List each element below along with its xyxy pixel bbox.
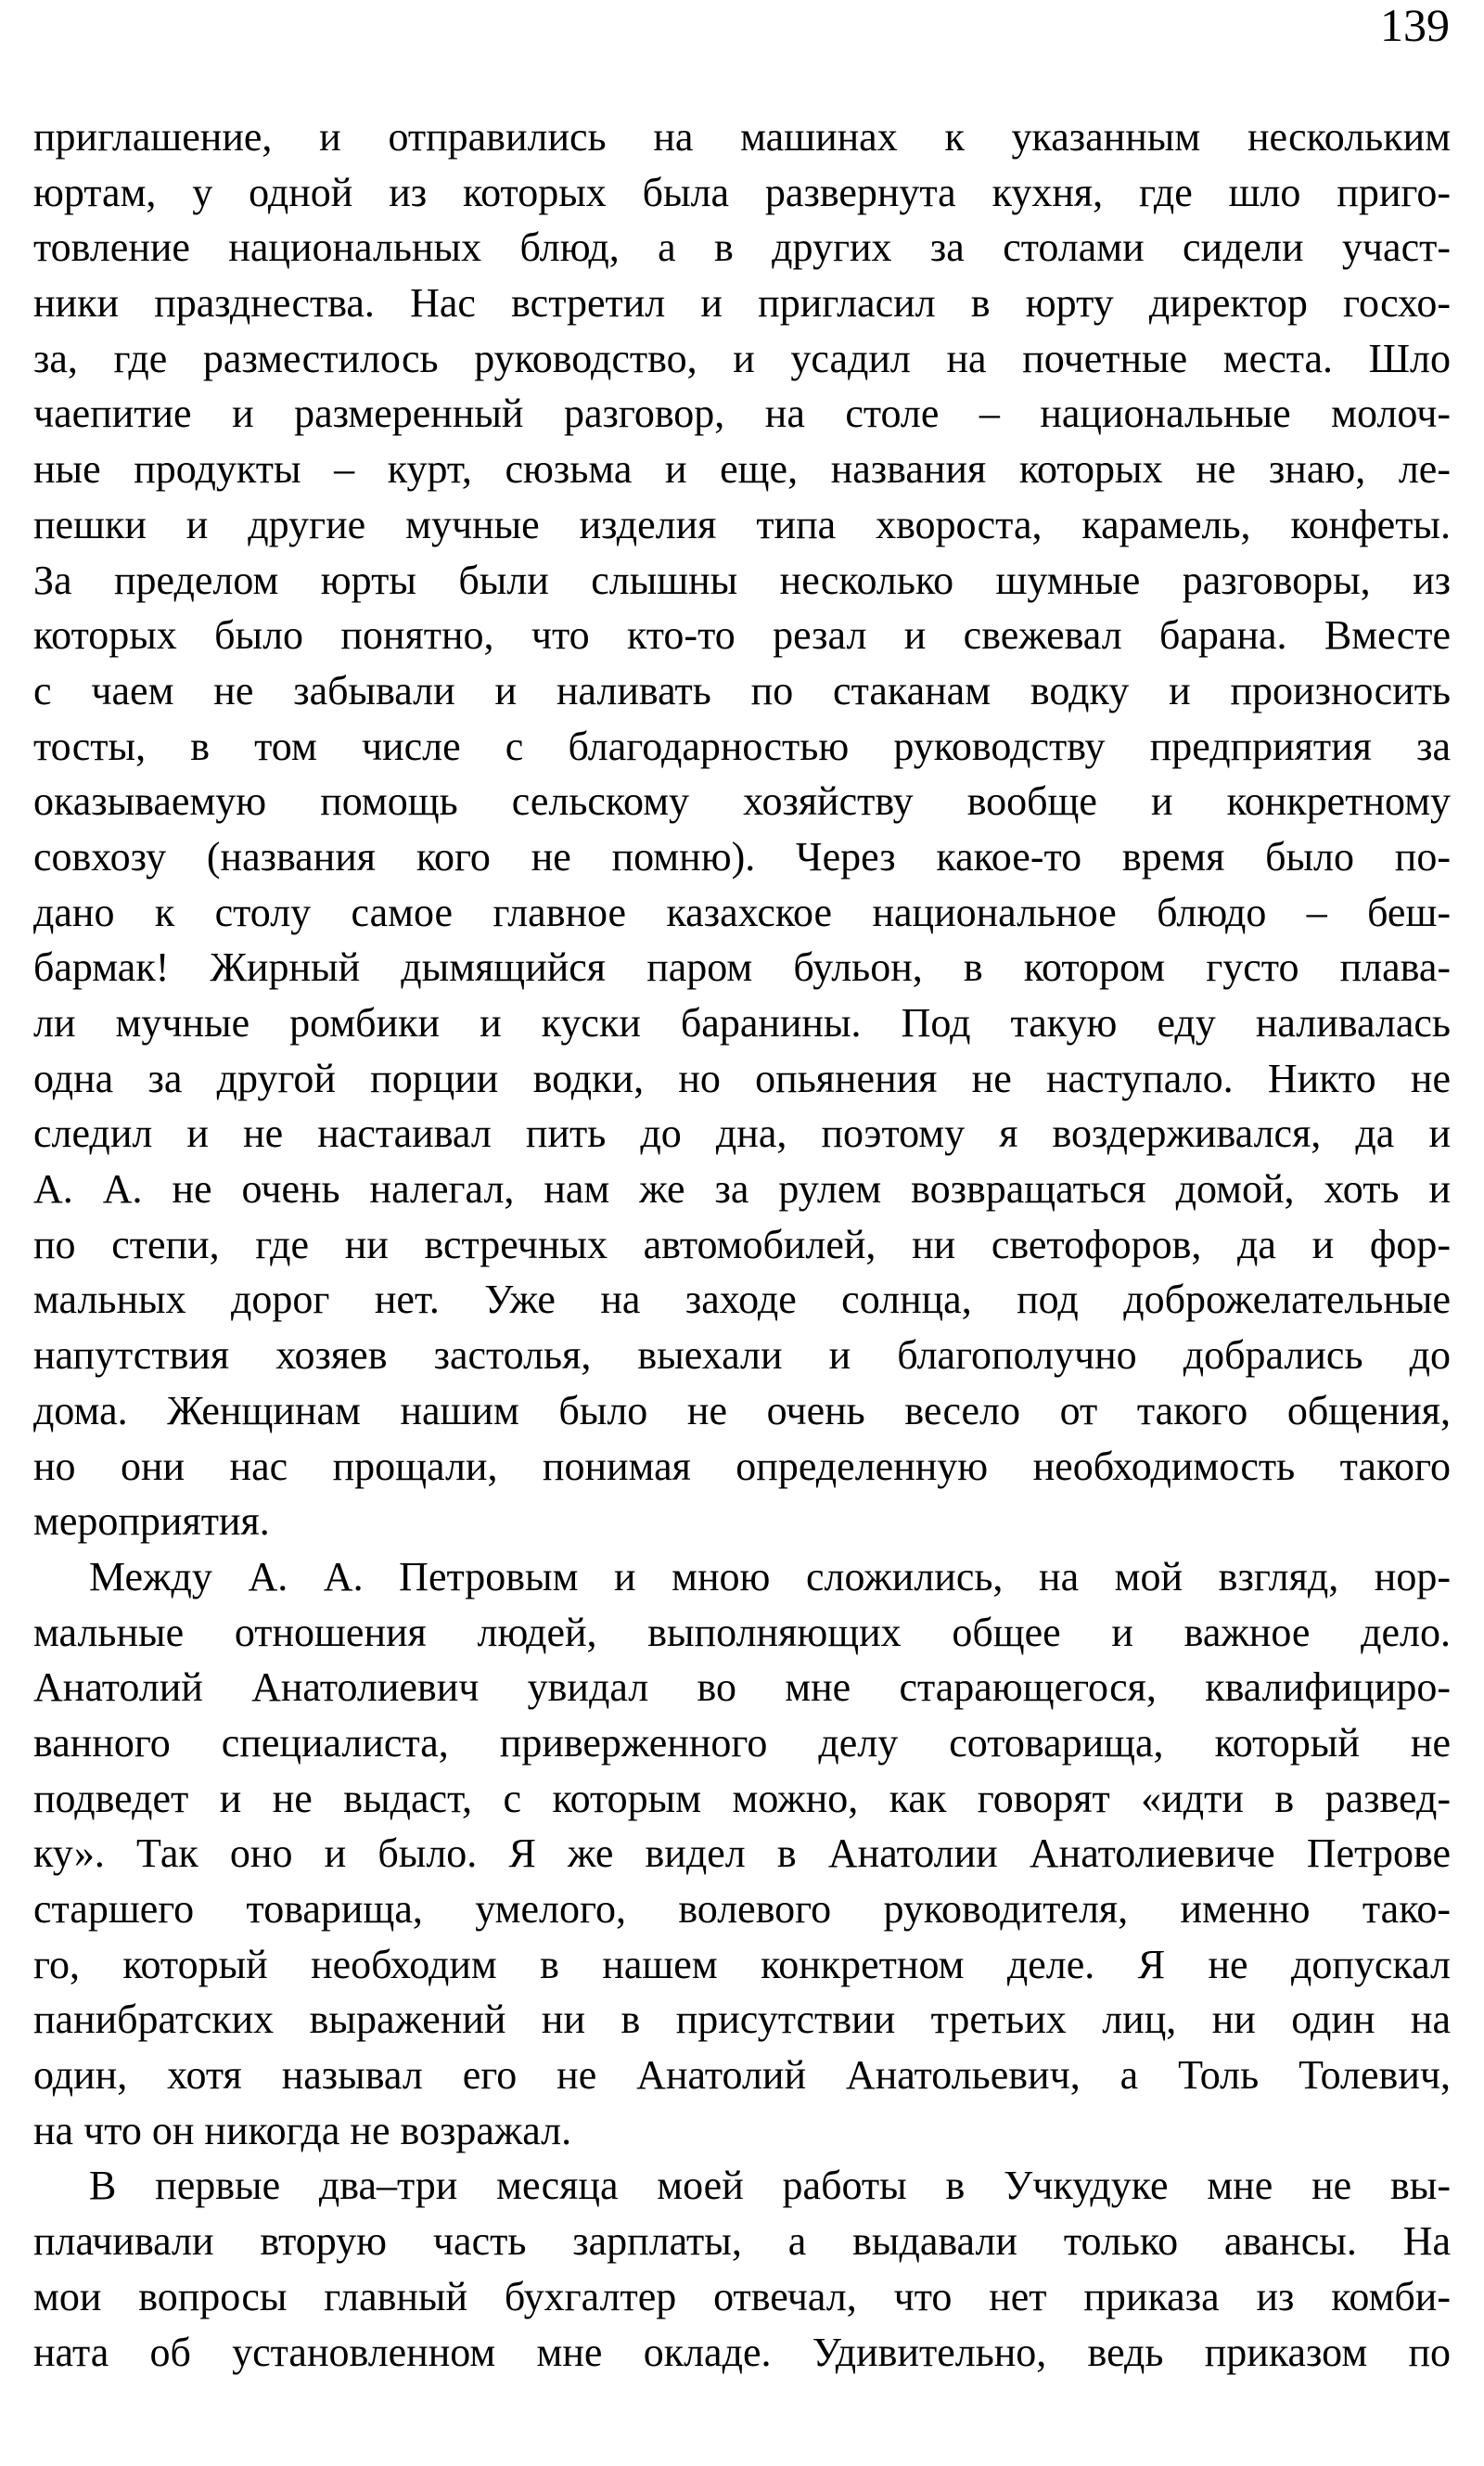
paragraph-2	[33, 1549, 1451, 2159]
text-line: по степи, где ни встречных автомобилей, ни светофоров, да и фор-	[33, 1221, 1451, 1267]
text-line: мероприятия.	[33, 1498, 270, 1545]
text-line: которых было понятно, что кто-то резал и свежевал барана. Вместе	[33, 612, 1451, 659]
text-line: ванного специалиста, приверженного делу сотоварища, который не	[33, 1719, 1451, 1766]
text-line: ники празднества. Нас встретил и пригласил в юрту директор госхо-	[33, 280, 1451, 327]
text-line: ли мучные ромбики и куски баранины. Под такую еду наливалась	[33, 1000, 1451, 1046]
text-line: одна за другой порции водки, но опьянения не наступало. Никто не	[33, 1055, 1451, 1101]
text-line: но они нас прощали, понимая определенную необходимость такого	[33, 1443, 1451, 1489]
text-line: чаепитие и размеренный разговор, на столе – национальные молоч-	[33, 391, 1451, 437]
text-line: тосты, в том числе с благодарностью руководству предприятия за	[33, 723, 1451, 769]
text-line: ные продукты – курт, сюзьма и еще, названия которых не знаю, ле-	[33, 446, 1451, 493]
text-line: Между А. А. Петровым и мною сложились, на мой взгляд, нор-	[89, 1553, 1451, 1599]
page-text	[33, 109, 1451, 2380]
text-line: За пределом юрты были слышны несколько шумные разговоры, из	[33, 557, 1451, 603]
text-line: плачивали вторую часть зарплаты, а выдавали только авансы. На	[33, 2218, 1451, 2265]
text-line: на что он никогда не возражал.	[33, 2107, 572, 2153]
text-line: подведет и не выдаст, с которым можно, как говорят «идти в развед-	[33, 1775, 1451, 1821]
text-line: мальные отношения людей, выполняющих общее и важное дело.	[33, 1609, 1451, 1655]
text-line: го, который необходим в нашем конкретном деле. Я не допускал	[33, 1941, 1451, 1987]
text-line: бармак! Жирный дымящийся паром бульон, в котором густо плава-	[33, 944, 1451, 991]
text-line: старшего товарища, умелого, волевого руководителя, именно тако-	[33, 1886, 1451, 1932]
text-line: мои вопросы главный бухгалтер отвечал, что нет приказа из комби-	[33, 2273, 1451, 2319]
text-line: ната об установленном мне окладе. Удивительно, ведь приказом по	[33, 2329, 1451, 2375]
text-line: оказываемую помощь сельскому хозяйству вообще и конкретному	[33, 778, 1451, 825]
text-line: с чаем не забывали и наливать по стаканам водку и произносить	[33, 667, 1451, 713]
text-line: Анатолий Анатолиевич увидал во мне старающегося, квалифициро-	[33, 1664, 1451, 1711]
text-line: панибратских выражений ни в присутствии третьих лиц, ни один на	[33, 1997, 1451, 2043]
text-line: совхозу (названия кого не помню). Через какое-то время было по-	[33, 833, 1451, 880]
paragraph-1	[33, 109, 1451, 1549]
text-line: один, хотя называл его не Анатолий Анатольевич, а Толь Толевич,	[33, 2052, 1451, 2099]
text-line: юртам, у одной из которых была развернута кухня, где шло приго-	[33, 169, 1451, 215]
text-line: пешки и другие мучные изделия типа хвороста, карамель, конфеты.	[33, 501, 1451, 547]
text-line: дома. Женщинам нашим было не очень весело от такого общения,	[33, 1387, 1451, 1433]
text-line: приглашение, и отправились на машинах к указанным нескольким	[33, 114, 1451, 160]
text-line: дано к столу самое главное казахское национальное блюдо – беш-	[33, 889, 1451, 935]
text-line: А. А. не очень налегал, нам же за рулем возвращаться домой, хоть и	[33, 1166, 1451, 1213]
text-line: следил и не настаивал пить до дна, поэтому я воздерживался, да и	[33, 1111, 1451, 1157]
text-line: ку». Так оно и было. Я же видел в Анатолии Анатолиевиче Петрове	[33, 1830, 1451, 1877]
text-line: за, где разместилось руководство, и усадил на почетные места. Шло	[33, 335, 1451, 381]
text-line: В первые два–три месяца моей работы в Учкудуке мне не вы-	[89, 2163, 1451, 2209]
text-line: мальных дорог нет. Уже на заходе солнца, под доброжелательные	[33, 1277, 1451, 1323]
text-line: напутствия хозяев застолья, выехали и благополучно добрались до	[33, 1332, 1451, 1379]
text-line: товление национальных блюд, а в других за столами сидели участ-	[33, 225, 1451, 271]
paragraph-3	[33, 2158, 1451, 2380]
page-number: 139	[1380, 0, 1450, 51]
